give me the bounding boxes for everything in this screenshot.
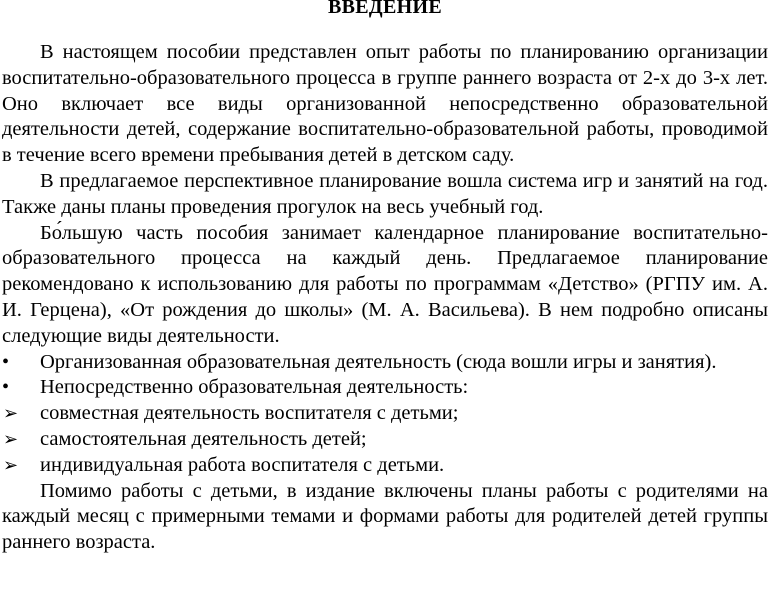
bullet-text: Организованная образовательная деятельность (сюда вошли игры и занятия).: [40, 350, 717, 373]
paragraph-planning: В предлагаемое перспективное планирование вошла система игр и занятий на год. Также даны планы проведения прогулок на весь учебный год.: [2, 169, 768, 218]
paragraph-calendar: Бо́льшую часть пособия занимает календарное планирование воспитательно-образовательного процесса на каждый день. Предлагаемое планирование рекомендовано к использованию для работы по программам «Детство» (РГПУ им. А. И. Герцена), «От рождения до школы» (М. А. Васильева). В нем подробно описаны следующие виды деятельности.: [2, 221, 768, 347]
bullet-list-item: [2, 350, 768, 376]
arrow-bullet-icon: ➢: [3, 403, 19, 424]
paragraph-intro: В настоящем пособии представлен опыт работы по планированию организации воспитательно-образовательного процесса в группе раннего возраста от 2-х до 3-х лет. Оно включает все виды организованной непосредственно образовательной деятельности детей, содержание воспитательно-образовательной работы, проводимой в течение всего времени пребывания детей в детском саду.: [2, 41, 768, 167]
sub-item-text: индивидуальная работа воспитателя с детьми.: [40, 453, 445, 476]
sub-item-text: совместная деятельность воспитателя с детьми;: [40, 402, 459, 425]
section-heading: ВВЕДЕНИЕ: [328, 0, 442, 18]
paragraph-parents: Помимо работы с детьми, в издание включены планы работы с родителями на каждый месяц с примерными темами и формами работы для родителей детей группы раннего возраста.: [2, 479, 768, 554]
bullet-marker: •: [2, 350, 10, 373]
sub-list-item: [2, 453, 768, 479]
sub-item-text: самостоятельная деятельность детей;: [40, 427, 367, 450]
bullet-text: Непосредственно образовательная деятельность:: [40, 376, 469, 399]
sub-list-item: [2, 401, 768, 427]
arrow-bullet-icon: ➢: [3, 428, 19, 449]
bullet-list-item: [2, 375, 768, 401]
bullet-marker: •: [2, 376, 10, 399]
body-text: [2, 40, 768, 556]
sub-list-item: [2, 427, 768, 453]
arrow-bullet-icon: ➢: [3, 454, 19, 475]
